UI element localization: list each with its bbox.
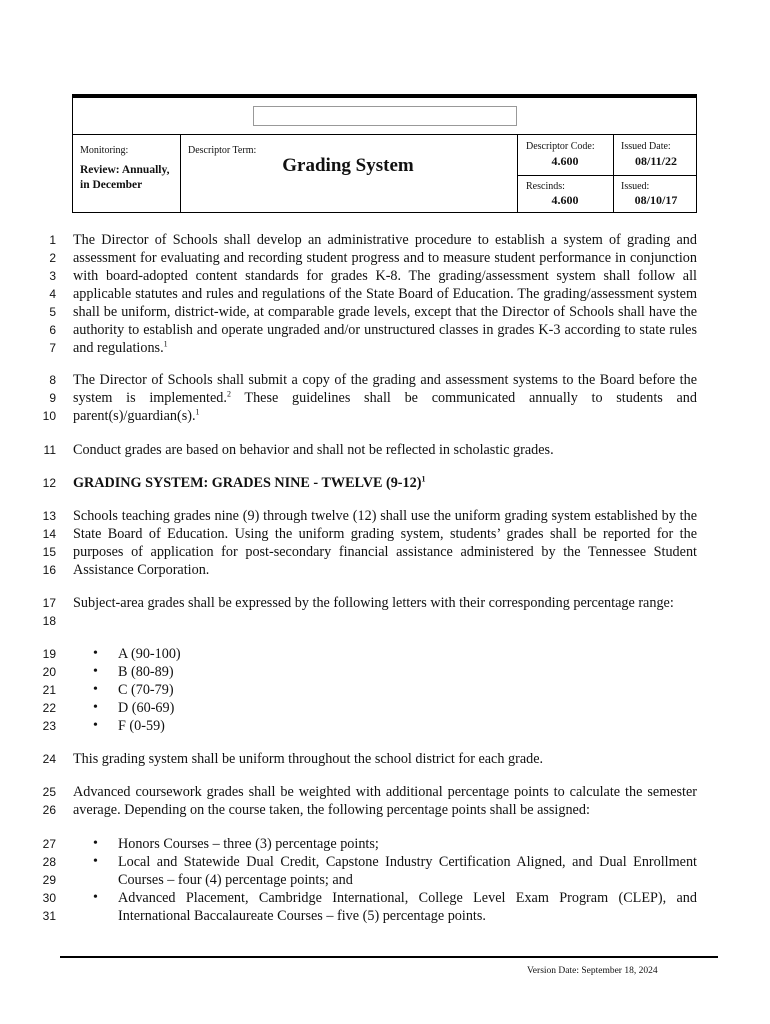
- line-number: 19: [42, 647, 56, 661]
- paragraph: [73, 507, 697, 579]
- line-number: 21: [42, 683, 56, 697]
- line-number: 15: [42, 545, 56, 559]
- paragraph-text: Conduct grades are based on behavior and shall not be reflected in scholastic grades.: [73, 442, 554, 458]
- paragraph: [73, 441, 697, 459]
- issued-date-label: Issued Date:: [621, 141, 671, 152]
- list-item: C (70-79): [118, 682, 174, 698]
- line-number: 16: [42, 563, 56, 577]
- line-number: 4: [49, 287, 56, 301]
- logo-placeholder: [253, 106, 517, 126]
- line-number: 5: [49, 305, 56, 319]
- line-number: 24: [42, 752, 56, 766]
- issued-value: 08/10/17: [634, 193, 678, 207]
- policy-header-table: [72, 94, 697, 213]
- divider: [73, 134, 696, 135]
- paragraph: [73, 231, 697, 357]
- bullet-icon: •: [93, 700, 98, 715]
- line-number: 11: [43, 443, 56, 457]
- footnote-ref[interactable]: 1: [195, 407, 200, 417]
- bullet-icon: •: [93, 854, 98, 869]
- paragraph-text: Schools teaching grades nine (9) through twelve (12) shall use the uniform grading system established by the State Board of Education. Using the uniform grading system, students’ grades shall be reported for the purposes of application for post-secondary financial assistance administered by the Tennessee Student Assistance Corporation.: [73, 508, 697, 578]
- paragraph-text: Advanced coursework grades shall be weighted with additional percentage points to calculate the semester average. Depending on the course taken, the following percentage points shall be assigned:: [73, 784, 697, 818]
- rescinds-label: Rescinds:: [526, 181, 565, 192]
- divider: [180, 134, 181, 212]
- line-number: 27: [42, 837, 56, 851]
- footnote-ref[interactable]: 1: [163, 339, 168, 349]
- paragraph-text: This grading system shall be uniform throughout the school district for each grade.: [73, 751, 544, 767]
- line-number: 8: [49, 373, 56, 387]
- version-date: Version Date: September 18, 2024: [527, 966, 658, 976]
- descriptor-code-label: Descriptor Code:: [526, 141, 595, 152]
- list-item: B (80-89): [118, 664, 174, 680]
- paragraph: [73, 783, 697, 819]
- bullet-icon: •: [93, 718, 98, 733]
- bullet-icon: •: [93, 646, 98, 661]
- paragraph: [73, 594, 697, 612]
- line-number: 7: [49, 341, 56, 355]
- paragraph: [73, 371, 697, 425]
- bullet-icon: •: [93, 890, 98, 905]
- descriptor-code-value: 4.600: [551, 154, 579, 168]
- list-item: F (0-59): [118, 718, 165, 734]
- list-item: Honors Courses – three (3) percentage points;: [118, 836, 379, 852]
- rescinds-value: 4.600: [551, 193, 579, 207]
- paragraph-text: The Director of Schools shall submit a copy of the grading and assessment systems to the Board before the system is implemented.: [73, 372, 697, 406]
- issued-date-value: 08/11/22: [634, 154, 677, 168]
- line-number: 14: [42, 527, 56, 541]
- line-number: 13: [42, 509, 56, 523]
- line-number: 17: [42, 596, 56, 610]
- paragraph-text: These guidelines shall be communicated annually to students and parent(s)/guardian(s).: [73, 390, 697, 424]
- footnote-ref[interactable]: 2: [226, 389, 231, 399]
- line-number: 29: [42, 873, 56, 887]
- line-number: 20: [42, 665, 56, 679]
- bullet-icon: •: [93, 682, 98, 697]
- line-number: 10: [42, 409, 56, 423]
- line-number: 23: [42, 719, 56, 733]
- bullet-icon: •: [93, 664, 98, 679]
- issued-label: Issued:: [621, 181, 650, 192]
- line-number: 31: [42, 909, 56, 923]
- line-number: 22: [42, 701, 56, 715]
- line-number: 9: [49, 391, 56, 405]
- page-title: Grading System: [282, 155, 414, 176]
- monitoring-value: Review: Annually, in December: [80, 164, 170, 191]
- paragraph-text: The Director of Schools shall develop an administrative procedure to establish a system of grading and assessment for evaluating and recording student progress and to measure student performance in conjunction with board-adopted content standards for grades K-8. The grading/assessment system shall follow all applicable statutes and rules and regulations of the State Board of Education. The grading/assessment system shall be uniform, district-wide, at comparable grade levels, except that the Director of Schools shall have the authority to establish and operate ungraded and/or unstructured classes in grades K-3 according to state rules and regulations.: [73, 232, 697, 356]
- monitoring-label: Monitoring:: [80, 145, 129, 156]
- line-number: 6: [49, 323, 56, 337]
- line-number: 28: [42, 855, 56, 869]
- line-number: 26: [42, 803, 56, 817]
- list-item: Local and Statewide Dual Credit, Capstone Industry Certification Aligned, and Dual Enrollment Courses – four (4) percentage points; and: [118, 854, 697, 888]
- bullet-icon: •: [93, 836, 98, 851]
- line-number: 3: [49, 269, 56, 283]
- line-number: 25: [42, 785, 56, 799]
- list-item: Advanced Placement, Cambridge International, College Level Exam Program (CLEP), and International Baccalaureate Courses – five (5) percentage points.: [118, 890, 697, 924]
- list-item: A (90-100): [118, 646, 181, 662]
- line-number: 1: [49, 233, 56, 247]
- footer-divider: [60, 956, 718, 958]
- line-number: 2: [49, 251, 56, 265]
- section-heading: [73, 474, 697, 492]
- list-item: D (60-69): [118, 700, 175, 716]
- paragraph-text: Subject-area grades shall be expressed by the following letters with their corresponding percentage range:: [73, 595, 674, 611]
- line-number: 30: [42, 891, 56, 905]
- section-heading-text: GRADING SYSTEM: GRADES NINE - TWELVE (9-12): [73, 475, 422, 491]
- divider: [517, 175, 696, 176]
- descriptor-term-label: Descriptor Term:: [188, 145, 257, 156]
- paragraph: [73, 750, 697, 768]
- line-number: 12: [42, 476, 56, 490]
- footnote-ref[interactable]: 1: [421, 474, 426, 484]
- line-number: 18: [42, 614, 56, 628]
